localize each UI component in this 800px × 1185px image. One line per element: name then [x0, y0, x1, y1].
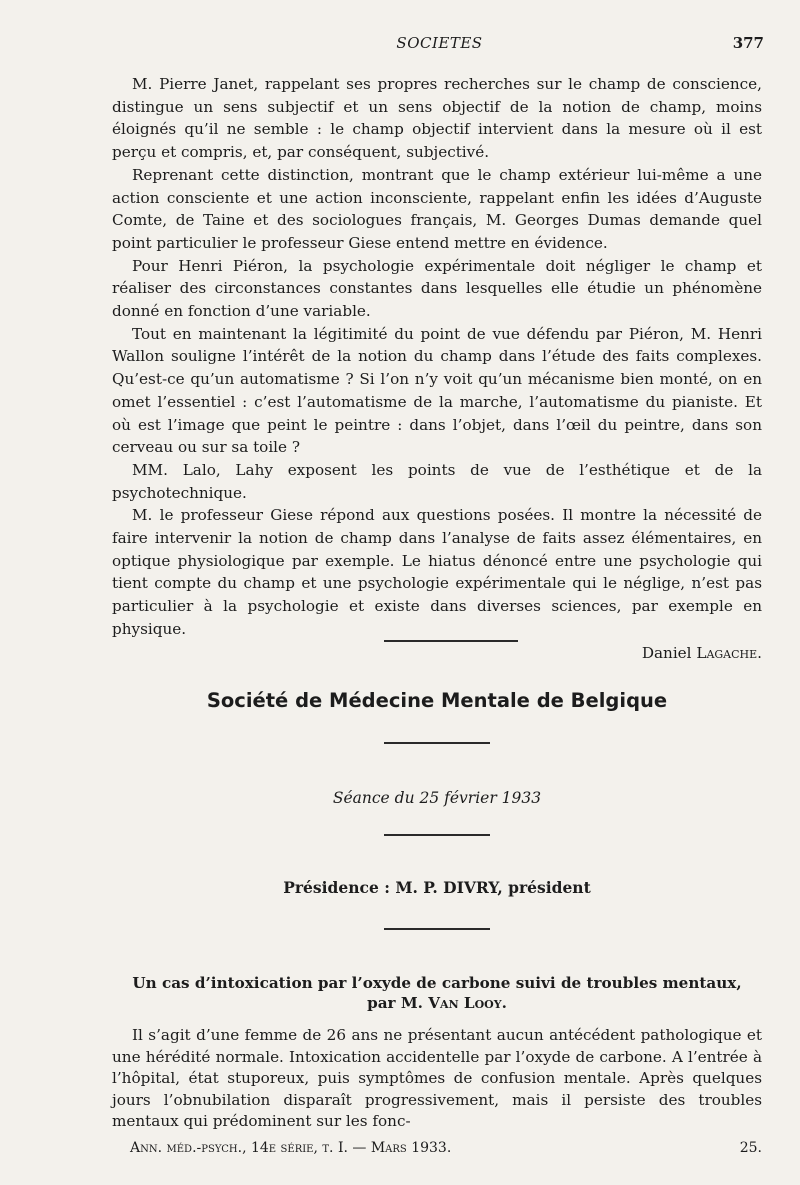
paragraph-lalo-lahy: MM. Lalo, Lahy exposent les points de vue de l’esthétique et de la psychotechnique.	[112, 460, 762, 502]
presidency-line: Présidence : M. P. DIVRY, président	[283, 878, 591, 897]
paragraph-wallon: Tout en maintenant la légitimité du point de vue défendu par Piéron, M. Henri Wallon souligne l’intérêt de la notion du champ dans l’étude des faits complexes. Qu’est-ce qu’un automatisme ? Si l’on n’y voit qu’un mécanisme bien monté, on en omet l’essentiel : c’est l’automatisme de la marche, l’automatisme du pianiste. Et où est l’image que peint le peintre : dans l’objet, dans l’œil du peintre, dans son cerveau ou sur sa toile ?	[112, 324, 762, 457]
paragraph-giese: M. le professeur Giese répond aux questions posées. Il montre la nécessité de faire intervenir la notion de champ dans l’analyse de faits assez élémentaires, en optique physiologique par exemple. Le hiatus dénoncé entre une psychologie qui tient compte du champ et une psychologie expérimentale qui le néglige, n’est pas particulier à la psychologie et existe dans diverses sciences, par exemple en physique.	[112, 506, 762, 638]
case-section	[112, 1025, 762, 1133]
discussion-section	[112, 73, 762, 664]
case-title: Un cas d’intoxication par l’oxyde de carbone suivi de troubles mentaux,	[132, 974, 742, 992]
case-heading	[112, 973, 762, 1013]
running-header	[115, 34, 764, 56]
session-rule	[384, 834, 490, 836]
signature-first-name: Daniel	[641, 643, 692, 662]
paragraph-dumas: Reprenant cette distinction, montrant que le champ extérieur lui-même a une action consciente et une action inconsciente, rappelant enfin les idées d’Auguste Comte, de Taine et des sociologues français, M. Georges Dumas demande quel point particulier le professeur Giese entend mettre en évidence.	[112, 165, 762, 252]
page-number: 377	[732, 34, 764, 52]
section-divider	[384, 640, 518, 642]
page-footer	[130, 1140, 762, 1156]
society-title: Société de Médecine Mentale de Belgique	[206, 689, 668, 712]
case-author-name: Van Looy.	[428, 994, 507, 1012]
title-rule	[384, 742, 490, 744]
signature-last-name: Lagache.	[696, 643, 762, 662]
paragraph-pieron: Pour Henri Piéron, la psychologie expérimentale doit négliger le champ et réaliser des circonstances constantes dans lesquelles elle étudie un phénomène donné en fonction d’une variable.	[112, 256, 762, 321]
presidency-rule	[384, 928, 490, 930]
case-author-prefix: par M.	[367, 994, 423, 1012]
case-author	[112, 993, 762, 1013]
case-paragraph: Il s’agit d’une femme de 26 ans ne présentant aucun antécédent pathologique et une hérédité normale. Intoxication accidentelle par l’oxyde de carbone. A l’entrée à l’hôpital, état stuporeux, puis symptômes de confusion mentale. Après quelques jours l’obnubilation disparaît progressivement, mais il persiste des troubles mentaux qui prédominent sur les fonc-	[112, 1026, 762, 1130]
paragraph-janet: M. Pierre Janet, rappelant ses propres recherches sur le champ de conscience, distingue un sens subjectif et un sens objectif de la notion de champ, moins éloignés qu’il ne semble : le champ objectif intervient dans la mesure où il est perçu et compris, et, par conséquent, subjectivé.	[112, 75, 762, 162]
running-title: SOCIETES	[396, 34, 483, 52]
signature	[112, 642, 762, 665]
sheet-number: 25.	[739, 1140, 762, 1156]
journal-citation: Ann. méd.-psych., 14e série, t. I. — Mars 1933.	[130, 1140, 452, 1156]
session-date: Séance du 25 février 1933	[332, 789, 542, 807]
